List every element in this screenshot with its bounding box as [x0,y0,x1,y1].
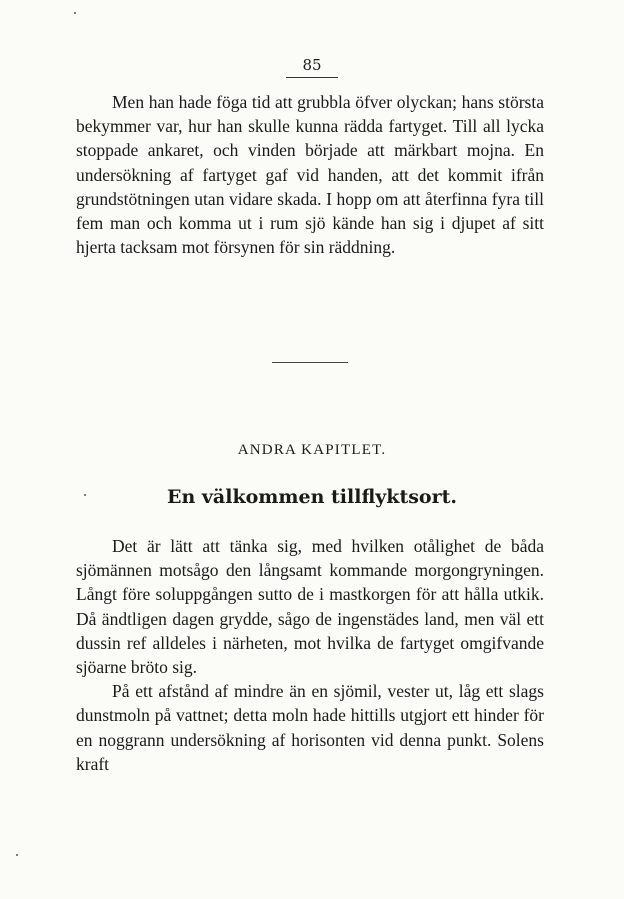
text-block-after [76,534,544,776]
page-number: 85 [302,56,322,74]
paragraph: På ett afstånd af mindre än en sjömil, vester ut, låg ett slags dunstmoln på vattnet; detta moln hade hittills utgjort ett hinder för en noggrann undersökning af horisonten vid denna punkt. Solens kraft [76,681,544,774]
paragraph: Men han hade föga tid att grubbla öfver olyckan; hans största bekymmer var, hur han skulle kunna rädda fartyget. Till all lycka stoppade ankaret, och vinden började att märkbart mojna. En undersökning af fartyget gaf vid handen, att det kommit ifrån grundstötningen utan vidare skada. I hopp om att återfinna fyra till fem man och komma ut i rum sjö kände han sig i djupet af sitt hjerta tacksam mot försynen för sin räddning. [76,92,544,258]
paper-speck [16,854,18,856]
page-number-rule [286,77,338,78]
paper-speck [84,494,86,496]
section-divider [272,362,348,363]
chapter-title: En välkommen tillflyktsort. [166,486,458,508]
text-block-before [76,90,544,259]
chapter-heading: ANDRA KAPITLET. [237,442,387,458]
paper-speck [74,12,76,14]
paragraph: Det är lätt att tänka sig, med hvilken otålighet de båda sjömännen motsågo den långsamt kommande morgongryningen. Långt före soluppgången sutto de i mastkorgen för att hålla utkik. Då ändtligen dagen grydde, sågo de ingenstädes land, men väl ett dussin ref alldeles i närheten, mot hvilka de fartyget omgifvande sjöarne bröto sig. [76,536,544,678]
